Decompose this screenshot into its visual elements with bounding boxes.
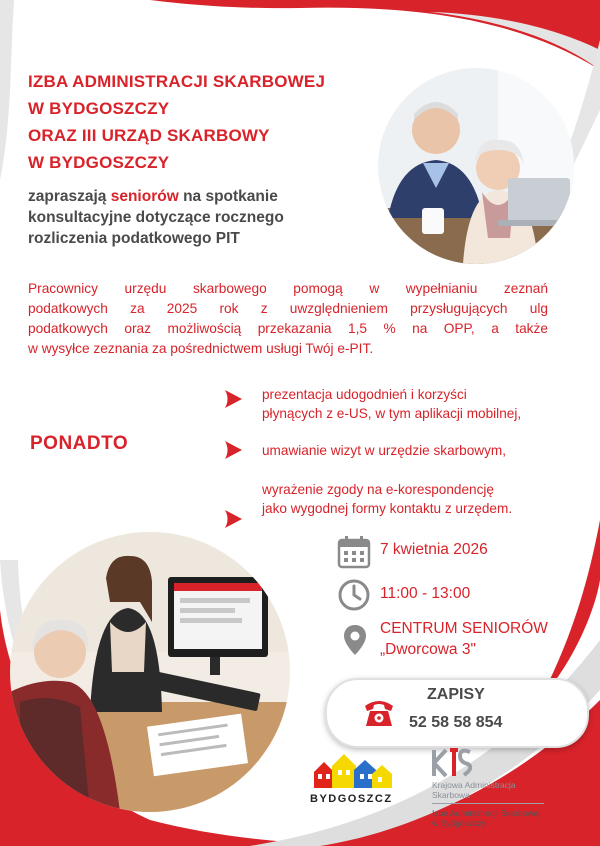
description-line-2: podatkowych za 2025 rok z uwzględnieniem przysługujących ulg xyxy=(28,301,548,316)
event-place-line-2: „Dworcowa 3" xyxy=(380,641,476,658)
seniors-laptop-photo xyxy=(378,68,574,264)
bullet-3-line-2: jako wygodnej formy kontaktu z urzędem. xyxy=(262,501,513,516)
location-pin-icon xyxy=(343,624,367,656)
event-date: 7 kwietnia 2026 xyxy=(380,541,488,558)
kas-name-line-1: Krajowa Administracja xyxy=(432,780,516,790)
telephone-icon xyxy=(361,694,397,730)
subtitle-line-3: rozliczenia podatkowego PIT xyxy=(28,230,240,247)
bullet-1-line-1: prezentacja udogodnień i korzyści xyxy=(262,387,467,402)
bullet-1 xyxy=(262,385,521,423)
header-title-line-2: W BYDGOSZCZY xyxy=(28,99,170,118)
calendar-icon xyxy=(337,535,371,569)
description xyxy=(28,279,548,359)
description-line-3: podatkowych oraz możliwością przekazania 1,5 % na OPP, a także xyxy=(28,321,548,336)
subtitle-line-2: konsultacyjne dotyczące rocznego xyxy=(28,209,284,226)
kas-unit-line-1: Izba Administracji Skarbowej xyxy=(432,808,541,818)
subtitle-highlight: seniorów xyxy=(110,188,179,205)
subtitle-post: na spotkanie xyxy=(178,188,278,205)
ponadto-heading: PONADTO xyxy=(30,433,129,454)
signup-phone[interactable]: 52 58 58 854 xyxy=(409,714,503,731)
description-line-4: w wysyłce zeznania za pośrednictwem usługi Twój e-PIT. xyxy=(28,341,374,356)
header-title-line-3: ORAZ III URZĄD SKARBOWY xyxy=(28,126,270,145)
bullet-2-line-1: umawianie wizyt w urzędzie skarbowym, xyxy=(262,443,507,458)
consultation-photo xyxy=(10,532,290,812)
description-line-1: Pracownicy urzędu skarbowego pomogą w wypełnianiu zeznań xyxy=(28,281,548,296)
kas-divider xyxy=(432,803,544,804)
clock-icon xyxy=(337,578,371,612)
signup-box xyxy=(325,678,589,748)
kas-name-line-2: Skarbowa xyxy=(432,790,470,800)
kas-logo-icon xyxy=(430,748,472,778)
bullet-3-line-1: wyrażenie zgody na e-korespondencję xyxy=(262,482,494,497)
header-title-line-1: IZBA ADMINISTRACJI SKARBOWEJ xyxy=(28,72,326,91)
bydgoszcz-logo-text: BYDGOSZCZ xyxy=(310,793,393,805)
bullet-1-line-2: płynących z e-US, w tym aplikacji mobilnej, xyxy=(262,406,522,421)
subtitle-line-1 xyxy=(28,188,278,206)
bullet-arrow-icon xyxy=(222,388,244,410)
bullet-arrow-icon xyxy=(222,508,244,530)
bullet-arrow-icon xyxy=(222,439,244,461)
header-title-line-4: W BYDGOSZCZY xyxy=(28,153,170,172)
event-place-line-1: CENTRUM SENIORÓW xyxy=(380,620,548,637)
subtitle-pre: zapraszają xyxy=(28,188,111,205)
bullet-3 xyxy=(262,480,512,518)
bullet-2 xyxy=(262,441,506,460)
event-time: 11:00 - 13:00 xyxy=(380,585,471,602)
kas-unit-line-2: w Bydgoszczy xyxy=(432,818,486,828)
signup-label: ZAPISY xyxy=(427,686,485,703)
